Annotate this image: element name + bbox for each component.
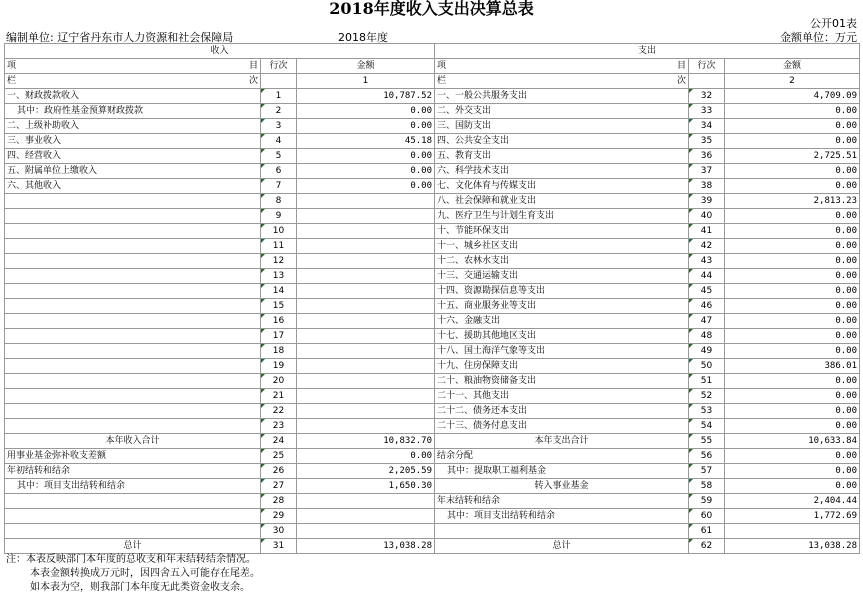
expense-row-number: 53 xyxy=(689,404,725,419)
report-title: 2018年度收入支出决算总表 xyxy=(329,0,534,18)
expense-row-number: 47 xyxy=(689,314,725,329)
note-line: 本表金额转换成万元时，因四舍五入可能存在尾差。 xyxy=(30,568,260,579)
expense-amount: 0.00 xyxy=(725,134,860,149)
income-row-number: 2 xyxy=(261,104,297,119)
income-item-name: 本年收入合计 xyxy=(5,434,261,449)
income-row-number: 30 xyxy=(261,524,297,539)
expense-amount: 4,709.09 xyxy=(725,89,860,104)
expense-item-name: 十三、交通运输支出 xyxy=(435,269,689,284)
income-item-name: 年初结转和结余 xyxy=(5,464,261,479)
income-item-name: 五、附属单位上缴收入 xyxy=(5,164,261,179)
expense-amount: 0.00 xyxy=(725,479,860,494)
income-amount: 0.00 xyxy=(297,149,435,164)
income-row-number: 5 xyxy=(261,149,297,164)
org-label: 编制单位: 辽宁省丹东市人力资源和社会保障局 xyxy=(6,31,234,44)
expense-row-number: 42 xyxy=(689,239,725,254)
income-amount xyxy=(297,404,435,419)
form-number: 公开01表 xyxy=(810,17,857,30)
expense-amount: 2,725.51 xyxy=(725,149,860,164)
income-row-number: 29 xyxy=(261,509,297,524)
expense-amount: 0.00 xyxy=(725,224,860,239)
table-row xyxy=(5,374,860,389)
expense-item-name: 十二、农林水支出 xyxy=(435,254,689,269)
expense-row-number: 48 xyxy=(689,329,725,344)
table-row xyxy=(5,389,860,404)
income-amount xyxy=(297,359,435,374)
expense-row-number: 41 xyxy=(689,224,725,239)
income-item-name xyxy=(5,329,261,344)
table-row xyxy=(5,284,860,299)
expense-item-name: 十、节能环保支出 xyxy=(435,224,689,239)
income-item-name xyxy=(5,524,261,539)
income-amount xyxy=(297,494,435,509)
expense-amount: 13,038.28 xyxy=(725,539,860,554)
income-item-name: 二、上级补助收入 xyxy=(5,119,261,134)
expense-row-number: 62 xyxy=(689,539,725,554)
expense-row-number: 39 xyxy=(689,194,725,209)
income-row-number: 24 xyxy=(261,434,297,449)
expense-row-number: 51 xyxy=(689,374,725,389)
expense-amount: 0.00 xyxy=(725,299,860,314)
expense-row-number: 36 xyxy=(689,149,725,164)
expense-item-name: 十八、国土海洋气象等支出 xyxy=(435,344,689,359)
income-amount: 1,650.30 xyxy=(297,479,435,494)
table-row xyxy=(5,449,860,464)
expense-amount: 0.00 xyxy=(725,314,860,329)
income-amount xyxy=(297,299,435,314)
income-item-name: 三、事业收入 xyxy=(5,134,261,149)
expense-amount: 0.00 xyxy=(725,104,860,119)
income-row-number: 27 xyxy=(261,479,297,494)
expense-row-number: 54 xyxy=(689,419,725,434)
expense-item-name: 二、外交支出 xyxy=(435,104,689,119)
table-row xyxy=(5,149,860,164)
expense-row-number: 49 xyxy=(689,344,725,359)
income-row-number: 13 xyxy=(261,269,297,284)
expense-amount: 2,404.44 xyxy=(725,494,860,509)
expense-amount: 0.00 xyxy=(725,164,860,179)
income-row-number: 18 xyxy=(261,344,297,359)
year-label: 2018年度 xyxy=(338,31,388,44)
table-row xyxy=(5,464,860,479)
income-item-name xyxy=(5,419,261,434)
table-row xyxy=(5,254,860,269)
income-row-number: 11 xyxy=(261,239,297,254)
expense-amount: 0.00 xyxy=(725,239,860,254)
income-item-name xyxy=(5,494,261,509)
expense-item-name: 十七、援助其他地区支出 xyxy=(435,329,689,344)
expense-item-name: 其中：项目支出结转和结余 xyxy=(435,509,689,524)
income-amount xyxy=(297,419,435,434)
income-item-name: 其中：项目支出结转和结余 xyxy=(5,479,261,494)
income-amount xyxy=(297,254,435,269)
expense-col-index-label: 栏 次 xyxy=(435,74,689,89)
income-item-name xyxy=(5,239,261,254)
expense-amount: 0.00 xyxy=(725,389,860,404)
income-amount: 2,205.59 xyxy=(297,464,435,479)
expense-rowno-header: 行次 xyxy=(689,59,725,74)
table-row xyxy=(5,359,860,374)
income-item-name xyxy=(5,254,261,269)
expense-amount: 0.00 xyxy=(725,329,860,344)
expense-row-number: 37 xyxy=(689,164,725,179)
income-row-number: 1 xyxy=(261,89,297,104)
expense-item-name: 六、科学技术支出 xyxy=(435,164,689,179)
table-row xyxy=(5,224,860,239)
table-row xyxy=(5,299,860,314)
income-amount: 0.00 xyxy=(297,449,435,464)
income-amount-header: 金额 xyxy=(297,59,435,74)
expense-amount xyxy=(725,524,860,539)
table-row xyxy=(5,419,860,434)
summary-table xyxy=(4,43,860,554)
table-row xyxy=(5,494,860,509)
income-item-name xyxy=(5,314,261,329)
expense-row-number: 55 xyxy=(689,434,725,449)
income-row-number: 23 xyxy=(261,419,297,434)
table-row xyxy=(5,104,860,119)
income-amount xyxy=(297,194,435,209)
table-row xyxy=(5,209,860,224)
income-item-name xyxy=(5,389,261,404)
expense-section-header: 支出 xyxy=(435,44,860,59)
expense-amount: 10,633.84 xyxy=(725,434,860,449)
expense-row-number: 34 xyxy=(689,119,725,134)
expense-amount: 0.00 xyxy=(725,269,860,284)
table-row xyxy=(5,434,860,449)
income-item-name xyxy=(5,269,261,284)
expense-item-name: 二十、粮油物资储备支出 xyxy=(435,374,689,389)
income-row-number: 8 xyxy=(261,194,297,209)
income-amount xyxy=(297,314,435,329)
expense-item-name: 十四、资源勘探信息等支出 xyxy=(435,284,689,299)
expense-row-number: 32 xyxy=(689,89,725,104)
expense-amount: 0.00 xyxy=(725,374,860,389)
table-row xyxy=(5,314,860,329)
expense-row-number: 50 xyxy=(689,359,725,374)
income-row-number: 26 xyxy=(261,464,297,479)
expense-row-number: 58 xyxy=(689,479,725,494)
column-index-row xyxy=(5,74,860,89)
expense-item-name: 十一、城乡社区支出 xyxy=(435,239,689,254)
table-row xyxy=(5,524,860,539)
expense-amount: 0.00 xyxy=(725,284,860,299)
income-item-name xyxy=(5,509,261,524)
income-row-number: 3 xyxy=(261,119,297,134)
expense-col-index: 2 xyxy=(725,74,860,89)
expense-amount: 0.00 xyxy=(725,179,860,194)
income-row-number: 6 xyxy=(261,164,297,179)
income-amount xyxy=(297,284,435,299)
income-item-name xyxy=(5,344,261,359)
note-line: 如本表为空，则我部门本年度无此类资金收支余。 xyxy=(30,582,250,593)
income-amount xyxy=(297,389,435,404)
table-row xyxy=(5,539,860,554)
income-row-number: 19 xyxy=(261,359,297,374)
expense-amount: 0.00 xyxy=(725,344,860,359)
expense-item-name xyxy=(435,524,689,539)
expense-row-number: 43 xyxy=(689,254,725,269)
income-row-number: 14 xyxy=(261,284,297,299)
income-col-index: 1 xyxy=(297,74,435,89)
expense-item-name: 七、文化体育与传媒支出 xyxy=(435,179,689,194)
income-amount: 10,832.70 xyxy=(297,434,435,449)
expense-amount: 0.00 xyxy=(725,449,860,464)
expense-row-number: 33 xyxy=(689,104,725,119)
expense-item-name: 本年支出合计 xyxy=(435,434,689,449)
expense-row-number: 57 xyxy=(689,464,725,479)
expense-row-number: 44 xyxy=(689,269,725,284)
expense-item-name: 八、社会保障和就业支出 xyxy=(435,194,689,209)
income-row-number: 20 xyxy=(261,374,297,389)
income-amount xyxy=(297,374,435,389)
income-item-name xyxy=(5,209,261,224)
table-row xyxy=(5,329,860,344)
income-row-number: 7 xyxy=(261,179,297,194)
income-amount xyxy=(297,524,435,539)
income-rowno-header: 行次 xyxy=(261,59,297,74)
income-amount: 0.00 xyxy=(297,164,435,179)
income-amount: 45.18 xyxy=(297,134,435,149)
income-amount: 10,787.52 xyxy=(297,89,435,104)
income-amount xyxy=(297,209,435,224)
expense-item-header: 项 目 xyxy=(435,59,689,74)
expense-row-number: 59 xyxy=(689,494,725,509)
table-row xyxy=(5,404,860,419)
footnotes xyxy=(6,553,260,595)
expense-amount: 2,813.23 xyxy=(725,194,860,209)
expense-item-name: 十九、住房保障支出 xyxy=(435,359,689,374)
expense-amount-header: 金额 xyxy=(725,59,860,74)
expense-item-name: 结余分配 xyxy=(435,449,689,464)
income-item-name xyxy=(5,359,261,374)
income-amount xyxy=(297,269,435,284)
income-item-name xyxy=(5,284,261,299)
expense-item-name: 其中：提取职工福利基金 xyxy=(435,464,689,479)
expense-amount: 0.00 xyxy=(725,254,860,269)
report-meta-row xyxy=(0,28,863,43)
expense-amount: 0.00 xyxy=(725,404,860,419)
expense-row-number: 46 xyxy=(689,299,725,314)
income-row-number: 28 xyxy=(261,494,297,509)
table-row xyxy=(5,89,860,104)
income-item-name: 一、财政拨款收入 xyxy=(5,89,261,104)
table-row xyxy=(5,179,860,194)
income-item-name xyxy=(5,299,261,314)
expense-item-name: 三、国防支出 xyxy=(435,119,689,134)
income-amount: 0.00 xyxy=(297,119,435,134)
income-row-number: 21 xyxy=(261,389,297,404)
income-item-name xyxy=(5,374,261,389)
income-row-number: 10 xyxy=(261,224,297,239)
table-row xyxy=(5,479,860,494)
expense-item-name: 转入事业基金 xyxy=(435,479,689,494)
expense-item-name: 四、公共安全支出 xyxy=(435,134,689,149)
expense-row-number: 60 xyxy=(689,509,725,524)
table-row xyxy=(5,509,860,524)
section-header-row xyxy=(5,44,860,59)
expense-item-name: 十六、金融支出 xyxy=(435,314,689,329)
table-row xyxy=(5,269,860,284)
expense-amount: 386.01 xyxy=(725,359,860,374)
expense-item-name: 五、教育支出 xyxy=(435,149,689,164)
income-amount xyxy=(297,329,435,344)
income-item-name: 其中：政府性基金预算财政拨款 xyxy=(5,104,261,119)
expense-item-name: 二十三、债务付息支出 xyxy=(435,419,689,434)
income-item-name xyxy=(5,224,261,239)
income-row-number: 16 xyxy=(261,314,297,329)
expense-item-name: 十五、商业服务业等支出 xyxy=(435,299,689,314)
expense-row-number: 38 xyxy=(689,179,725,194)
income-item-name: 四、经营收入 xyxy=(5,149,261,164)
income-col-index-label: 栏 次 xyxy=(5,74,261,89)
income-amount xyxy=(297,344,435,359)
income-row-number: 25 xyxy=(261,449,297,464)
expense-row-number: 45 xyxy=(689,284,725,299)
expense-item-name: 二十二、债务还本支出 xyxy=(435,404,689,419)
table-row xyxy=(5,344,860,359)
expense-amount: 0.00 xyxy=(725,119,860,134)
expense-row-number: 61 xyxy=(689,524,725,539)
table-row xyxy=(5,164,860,179)
expense-row-number: 35 xyxy=(689,134,725,149)
expense-item-name: 二十一、其他支出 xyxy=(435,389,689,404)
expense-item-name: 一、一般公共服务支出 xyxy=(435,89,689,104)
income-item-name: 六、其他收入 xyxy=(5,179,261,194)
expense-amount: 0.00 xyxy=(725,419,860,434)
column-header-row xyxy=(5,59,860,74)
income-row-number: 12 xyxy=(261,254,297,269)
expense-row-number: 40 xyxy=(689,209,725,224)
expense-item-name: 九、医疗卫生与计划生育支出 xyxy=(435,209,689,224)
expense-item-name: 总计 xyxy=(435,539,689,554)
income-item-name: 用事业基金弥补收支差额 xyxy=(5,449,261,464)
income-section-header: 收入 xyxy=(5,44,435,59)
expense-amount: 1,772.69 xyxy=(725,509,860,524)
table-row xyxy=(5,239,860,254)
income-amount: 0.00 xyxy=(297,179,435,194)
income-amount xyxy=(297,224,435,239)
income-row-number: 17 xyxy=(261,329,297,344)
expense-amount: 0.00 xyxy=(725,464,860,479)
expense-item-name: 年末结转和结余 xyxy=(435,494,689,509)
unit-label: 金额单位：万元 xyxy=(780,31,857,44)
note-line: 注：本表反映部门本年度的总收支和年末结转结余情况。 xyxy=(6,554,256,565)
expense-amount: 0.00 xyxy=(725,209,860,224)
expense-row-number: 52 xyxy=(689,389,725,404)
expense-row-number: 56 xyxy=(689,449,725,464)
income-amount xyxy=(297,509,435,524)
income-item-name: 总计 xyxy=(5,539,261,554)
income-row-number: 22 xyxy=(261,404,297,419)
income-item-name xyxy=(5,194,261,209)
income-amount: 13,038.28 xyxy=(297,539,435,554)
table-row xyxy=(5,134,860,149)
income-amount: 0.00 xyxy=(297,104,435,119)
table-row xyxy=(5,119,860,134)
income-row-number: 4 xyxy=(261,134,297,149)
income-row-number: 9 xyxy=(261,209,297,224)
income-item-name xyxy=(5,404,261,419)
table-row xyxy=(5,194,860,209)
income-amount xyxy=(297,239,435,254)
income-item-header: 项 目 xyxy=(5,59,261,74)
income-row-number: 15 xyxy=(261,299,297,314)
income-row-number: 31 xyxy=(261,539,297,554)
